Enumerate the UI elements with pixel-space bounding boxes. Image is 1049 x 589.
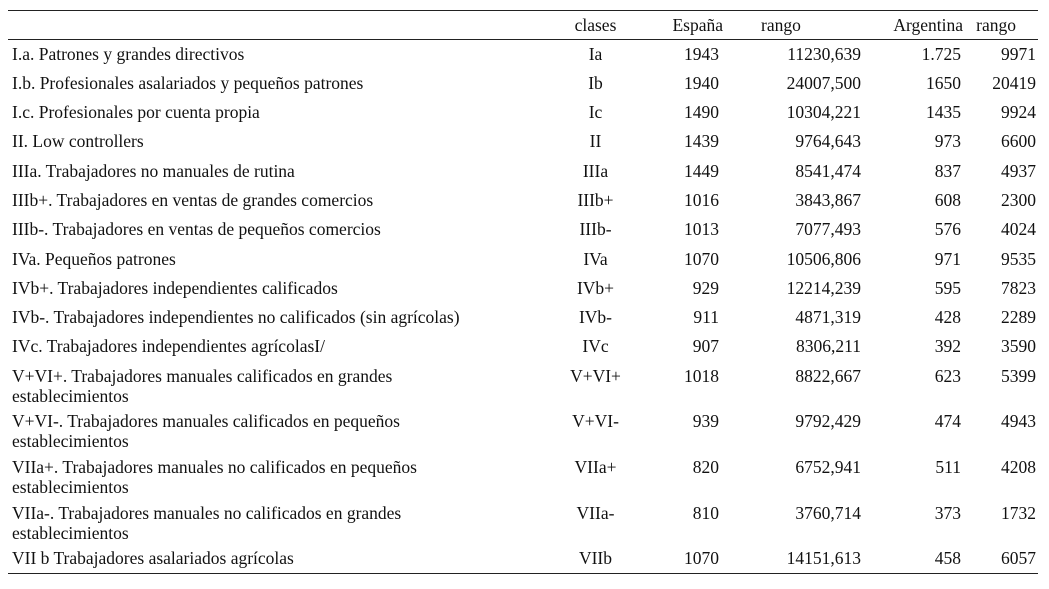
table-row <box>8 127 1038 156</box>
row-argentina: 576 <box>934 219 961 240</box>
table-row <box>8 274 1038 303</box>
row-espana: 1943 <box>684 44 719 64</box>
row-rango-argentina: 20419 <box>992 72 1036 93</box>
row-argentina: 373 <box>934 502 961 523</box>
row-rango-argentina: 9924 <box>1001 102 1036 123</box>
row-clase: IVc <box>582 336 609 357</box>
row-rango-espana: 8822,667 <box>795 365 861 386</box>
table-row <box>8 157 1038 186</box>
row-espana: 1013 <box>684 219 719 240</box>
row-label: IVa. Pequeños patrones <box>12 248 176 269</box>
row-espana: 929 <box>692 277 719 298</box>
row-espana: 911 <box>693 307 719 328</box>
row-argentina: 608 <box>934 189 961 210</box>
row-clase: V+VI- <box>572 411 619 432</box>
row-label-line-2: establecimientos <box>12 431 129 452</box>
row-rango-espana: 11230,639 <box>787 44 861 64</box>
row-argentina: 1650 <box>926 72 961 93</box>
class-income-table <box>8 10 1038 574</box>
row-espana: 1439 <box>684 131 719 152</box>
row-label: I.b. Profesionales asalariados y pequeños patrones <box>12 72 364 93</box>
row-label <box>8 453 543 499</box>
row-clase: IIIb+ <box>577 189 614 210</box>
row-espana: 1070 <box>684 248 719 269</box>
row-argentina: 474 <box>934 411 961 432</box>
row-rango-espana: 3760,714 <box>795 502 861 523</box>
header-clases: clases <box>574 15 617 35</box>
row-label-line-1: V+VI-. Trabajadores manuales calificados en pequeños <box>12 411 400 432</box>
row-rango-argentina: 7823 <box>1001 277 1036 298</box>
row-clase: IIIa <box>582 160 609 181</box>
table-row <box>8 215 1038 244</box>
class-income-table-container <box>8 10 1038 574</box>
row-argentina: 428 <box>934 307 961 328</box>
table-row <box>8 303 1038 332</box>
row-clase: Ic <box>588 102 603 123</box>
row-espana: 1940 <box>684 72 719 93</box>
row-clase: IVb- <box>578 307 613 328</box>
row-label-line-1: VIIa+. Trabajadores manuales no calificados en pequeños <box>12 456 417 477</box>
row-label-line-1: V+VI+. Trabajadores manuales calificados en grandes <box>12 365 393 386</box>
row-clase: VIIa+ <box>574 456 617 477</box>
table-row <box>8 499 1038 545</box>
row-argentina: 973 <box>934 131 961 152</box>
row-rango-argentina: 1732 <box>1001 502 1036 523</box>
row-espana: 1490 <box>684 102 719 123</box>
row-label: I.a. Patrones y grandes directivos <box>12 44 245 64</box>
row-label: VII b Trabajadores asalariados agrícolas <box>12 548 294 569</box>
row-argentina: 458 <box>934 548 961 569</box>
table-row <box>8 453 1038 499</box>
table-row <box>8 362 1038 408</box>
row-label: IVc. Trabajadores independientes agrícolasI/ <box>12 336 325 357</box>
row-clase: IVb+ <box>576 277 615 298</box>
table-row <box>8 186 1038 215</box>
row-label-line-2: establecimientos <box>12 385 129 406</box>
row-espana: 1449 <box>684 160 719 181</box>
row-rango-argentina: 9535 <box>1001 248 1036 269</box>
row-argentina: 837 <box>934 160 961 181</box>
row-espana: 810 <box>692 502 719 523</box>
table-row <box>8 40 1038 69</box>
table-row <box>8 407 1038 453</box>
table-row <box>8 332 1038 361</box>
row-label <box>8 499 543 545</box>
row-label <box>8 362 543 408</box>
row-rango-espana: 8306,211 <box>796 336 861 357</box>
row-rango-argentina: 2289 <box>1001 307 1036 328</box>
row-rango-espana: 10506,806 <box>786 248 861 269</box>
row-label-line-2: establecimientos <box>12 476 129 497</box>
row-rango-argentina: 4943 <box>1001 411 1036 432</box>
row-label: II. Low controllers <box>12 131 144 152</box>
header-rango-argentina: rango <box>976 15 1016 35</box>
row-rango-argentina: 2300 <box>1001 189 1036 210</box>
header-label <box>8 11 543 40</box>
row-rango-espana: 8541,474 <box>795 160 861 181</box>
row-espana: 907 <box>692 336 719 357</box>
row-rango-argentina: 9971 <box>1001 44 1036 64</box>
row-rango-argentina: 4208 <box>1001 456 1036 477</box>
table-header-row <box>8 11 1038 40</box>
row-rango-espana: 6752,941 <box>795 456 861 477</box>
row-label: IIIa. Trabajadores no manuales de rutina <box>12 160 295 181</box>
table-row <box>8 245 1038 274</box>
row-rango-argentina: 4024 <box>1001 219 1036 240</box>
row-clase: Ib <box>588 72 603 93</box>
row-rango-espana: 12214,239 <box>786 277 861 298</box>
row-argentina: 1.725 <box>921 44 961 64</box>
row-rango-espana: 24007,500 <box>786 72 861 93</box>
row-clase: V+VI+ <box>570 365 621 386</box>
row-label <box>8 407 543 453</box>
row-rango-argentina: 4937 <box>1001 160 1036 181</box>
row-label: IIIb+. Trabajadores en ventas de grandes comercios <box>12 189 374 210</box>
row-argentina: 511 <box>935 456 961 477</box>
row-clase: IIIb- <box>579 219 612 240</box>
row-label: I.c. Profesionales por cuenta propia <box>12 102 260 123</box>
table-row <box>8 69 1038 98</box>
row-argentina: 623 <box>934 365 961 386</box>
row-espana: 939 <box>692 411 719 432</box>
table-body <box>8 40 1038 574</box>
row-rango-espana: 14151,613 <box>786 548 861 569</box>
row-espana: 1070 <box>684 548 719 569</box>
header-rango-espana: rango <box>761 15 801 35</box>
row-argentina: 971 <box>934 248 961 269</box>
row-argentina: 392 <box>934 336 961 357</box>
row-argentina: 595 <box>934 277 961 298</box>
row-rango-espana: 7077,493 <box>795 219 861 240</box>
row-rango-argentina: 5399 <box>1001 365 1036 386</box>
row-espana: 1016 <box>684 189 719 210</box>
row-rango-argentina: 6600 <box>1001 131 1036 152</box>
row-clase: IVa <box>583 248 608 269</box>
row-label-line-2: establecimientos <box>12 522 129 543</box>
row-clase: Ia <box>588 44 603 64</box>
row-label: IVb-. Trabajadores independientes no calificados (sin agrícolas) <box>12 307 460 328</box>
row-clase: II <box>589 131 602 152</box>
row-rango-espana: 10304,221 <box>786 102 861 123</box>
row-label: IIIb-. Trabajadores en ventas de pequeños comercios <box>12 219 381 240</box>
row-rango-espana: 9764,643 <box>795 131 861 152</box>
header-argentina: Argentina <box>893 15 963 35</box>
row-espana: 1018 <box>684 365 719 386</box>
row-label-line-1: VIIa-. Trabajadores manuales no calificados en grandes <box>12 502 402 523</box>
row-rango-espana: 3843,867 <box>795 189 861 210</box>
row-rango-argentina: 6057 <box>1001 548 1036 569</box>
row-label: IVb+. Trabajadores independientes calificados <box>12 277 338 298</box>
row-argentina: 1435 <box>926 102 961 123</box>
row-clase: VIIa- <box>576 502 615 523</box>
row-rango-espana: 4871,319 <box>795 307 861 328</box>
row-rango-argentina: 3590 <box>1001 336 1036 357</box>
table-row <box>8 98 1038 127</box>
row-clase: VIIb <box>578 548 613 569</box>
row-rango-espana: 9792,429 <box>795 411 861 432</box>
table-row <box>8 544 1038 573</box>
header-espana: España <box>672 15 723 35</box>
row-espana: 820 <box>692 456 719 477</box>
